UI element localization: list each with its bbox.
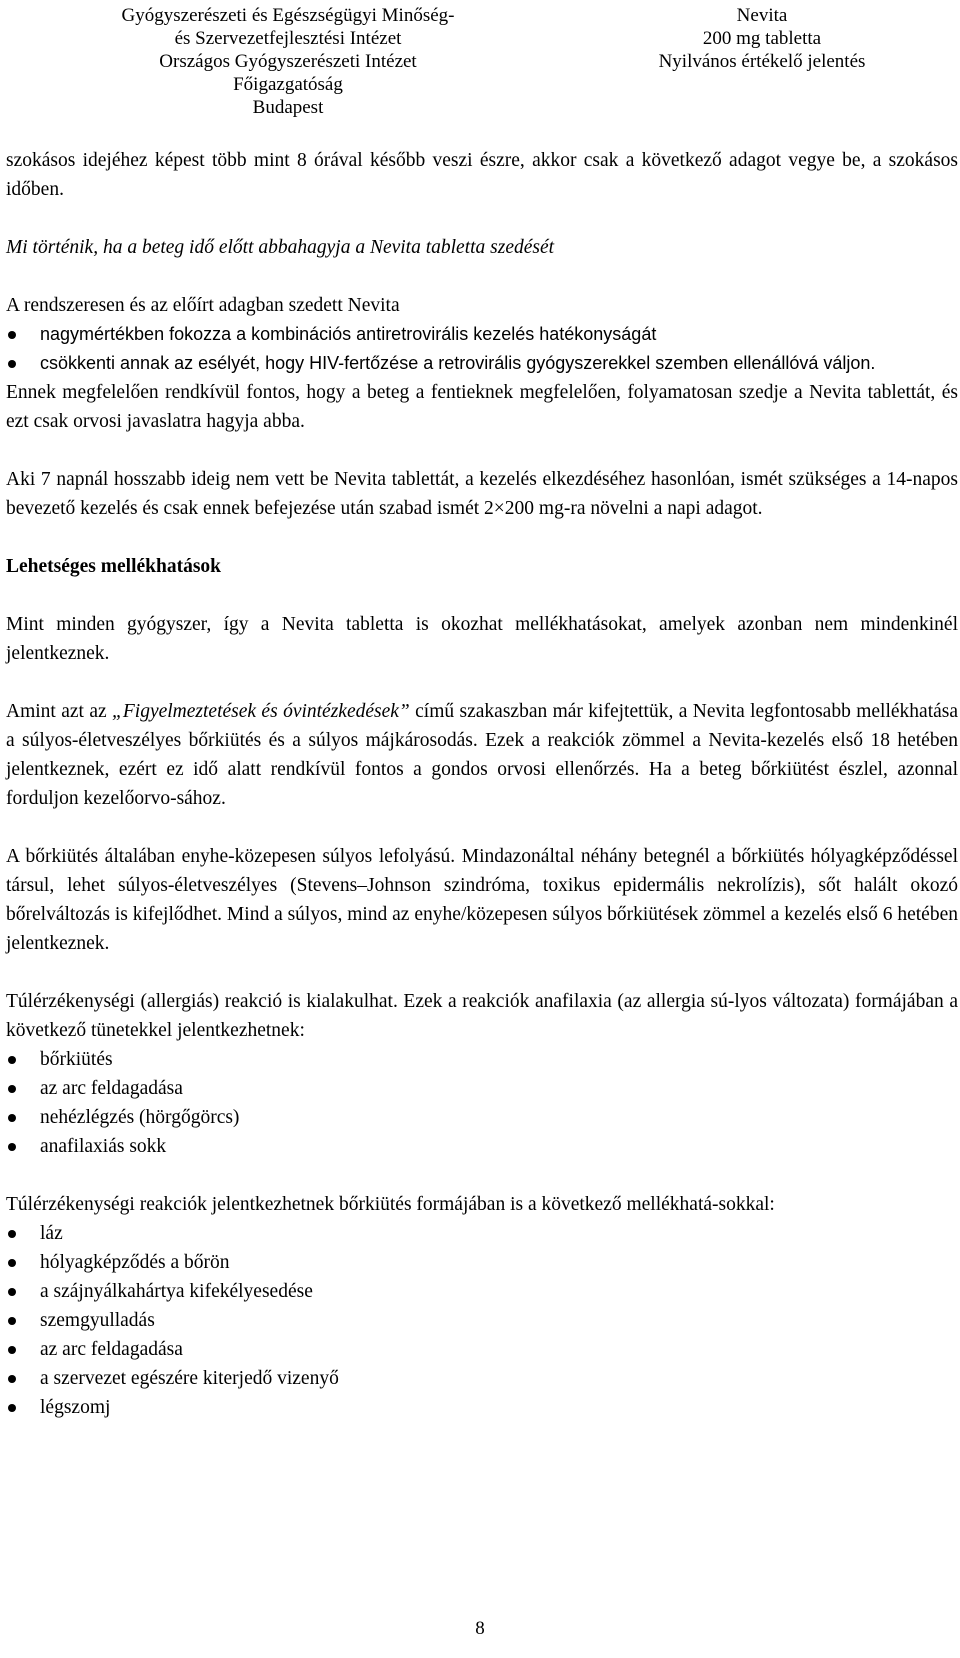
header-left-line: és Szervezetfejlesztési Intézet <box>174 28 402 49</box>
list-item: az arc feldagadása <box>6 1335 958 1364</box>
header-left-line: Országos Gyógyszerészeti Intézet <box>159 51 417 72</box>
section-heading-side-effects: Lehetséges mellékhatások <box>6 556 222 577</box>
paragraph: Aki 7 napnál hosszabb ideig nem vett be Nevita tablettát, a kezelés elkezdéséhez hasonlóan, ismét szükséges a 14-napos bevezető kezelés és csak ennek befejezése után szabad ismét 2×200 mg-ra növelni a napi adagot. <box>6 469 958 519</box>
list-item: légszomj <box>6 1393 958 1422</box>
page-number: 8 <box>475 1618 485 1639</box>
header-left-line: Budapest <box>252 97 324 118</box>
document-body <box>6 146 958 1422</box>
paragraph <box>6 697 958 813</box>
paragraph: szokásos idejéhez képest több mint 8 órával később veszi észre, akkor csak a következő adagot vegye be, a szokásos időben. <box>6 150 958 200</box>
header-institute <box>108 4 468 119</box>
paragraph: Mint minden gyógyszer, így a Nevita tabletta is okozhat mellékhatásokat, amelyek azonban nem mindenkinél jelentkeznek. <box>6 614 958 664</box>
text-run: című szakaszban már kifejtettük, a Nevita legfontosabb mellékhatása a súlyos-életveszélyes bőrkiütés és a súlyos májkárosodás. Ezek a reakciók zömmel a Nevita-kezelés első 18 hetében jelentkeznek, ezért ez idő alatt rendkívül fontos a gondos orvosi ellenőrzés. Ha a beteg bőrkiütést észlel, azonnal forduljon kezelőorvo-sához. <box>6 701 959 809</box>
header-right-line: 200 mg tabletta <box>702 28 822 49</box>
section-reference: „Figyelmeztetések és óvintézkedések” <box>112 701 410 722</box>
paragraph: A bőrkiütés általában enyhe-közepesen súlyos lefolyású. Mindazonáltal néhány betegnél a bőrkiütés hólyagképződéssel társul, lehet súlyos-életveszélyes (Stevens–Johnson szindróma, toxikus epidermális nekrolízis), sőt halált okozó bőrelváltozás is kifejlődhet. Mind a súlyos, mind az enyhe/közepesen súlyos bőrkiütések zömmel a kezelés első 6 hetében jelentkeznek. <box>6 846 958 954</box>
paragraph: Túlérzékenységi reakciók jelentkezhetnek bőrkiütés formájában is a következő mellékhatá-sokkal: <box>6 1194 775 1215</box>
header-right-line: Nevita <box>736 5 788 26</box>
anaphylaxis-symptom-list <box>6 1045 958 1161</box>
list-item: láz <box>6 1219 958 1248</box>
header-right-line: Nyilvános értékelő jelentés <box>658 51 866 72</box>
subheading-stopping: Mi történik, ha a beteg idő előtt abbahagyja a Nevita tabletta szedését <box>6 237 555 258</box>
benefit-list <box>6 320 958 378</box>
list-item: a szájnyálkahártya kifekélyesedése <box>6 1277 958 1306</box>
text-run: Amint azt az <box>6 701 113 722</box>
list-item: az arc feldagadása <box>6 1074 958 1103</box>
hypersensitivity-symptom-list <box>6 1219 958 1422</box>
list-item: anafilaxiás sokk <box>6 1132 958 1161</box>
page-header <box>0 4 960 124</box>
header-left-line: Főigazgatóság <box>233 74 343 95</box>
list-item: szemgyulladás <box>6 1306 958 1335</box>
list-item: a szervezet egészére kiterjedő vizenyő <box>6 1364 958 1393</box>
list-item: csökkenti annak az esélyét, hogy HIV-fertőzése a retrovirális gyógyszerekkel szemben ellenállóvá váljon. <box>6 349 958 378</box>
paragraph: Túlérzékenységi (allergiás) reakció is kialakulhat. Ezek a reakciók anafilaxia (az allergia sú-lyos változata) formájában a következő tünetekkel jelentkezhetnek: <box>6 991 958 1041</box>
list-item: nehézlégzés (hörgőgörcs) <box>6 1103 958 1132</box>
list-item: nagymértékben fokozza a kombinációs antiretrovirális kezelés hatékonyságát <box>6 320 958 349</box>
header-left-line: Gyógyszerészeti és Egészségügyi Minőség- <box>121 5 455 26</box>
list-item: bőrkiütés <box>6 1045 958 1074</box>
list-item: hólyagképződés a bőrön <box>6 1248 958 1277</box>
header-product <box>612 4 912 73</box>
paragraph: Ennek megfelelően rendkívül fontos, hogy a beteg a fentieknek megfelelően, folyamatosan szedje a Nevita tablettát, és ezt csak orvosi javaslatra hagyja abba. <box>6 382 958 432</box>
paragraph: A rendszeresen és az előírt adagban szedett Nevita <box>6 295 400 316</box>
